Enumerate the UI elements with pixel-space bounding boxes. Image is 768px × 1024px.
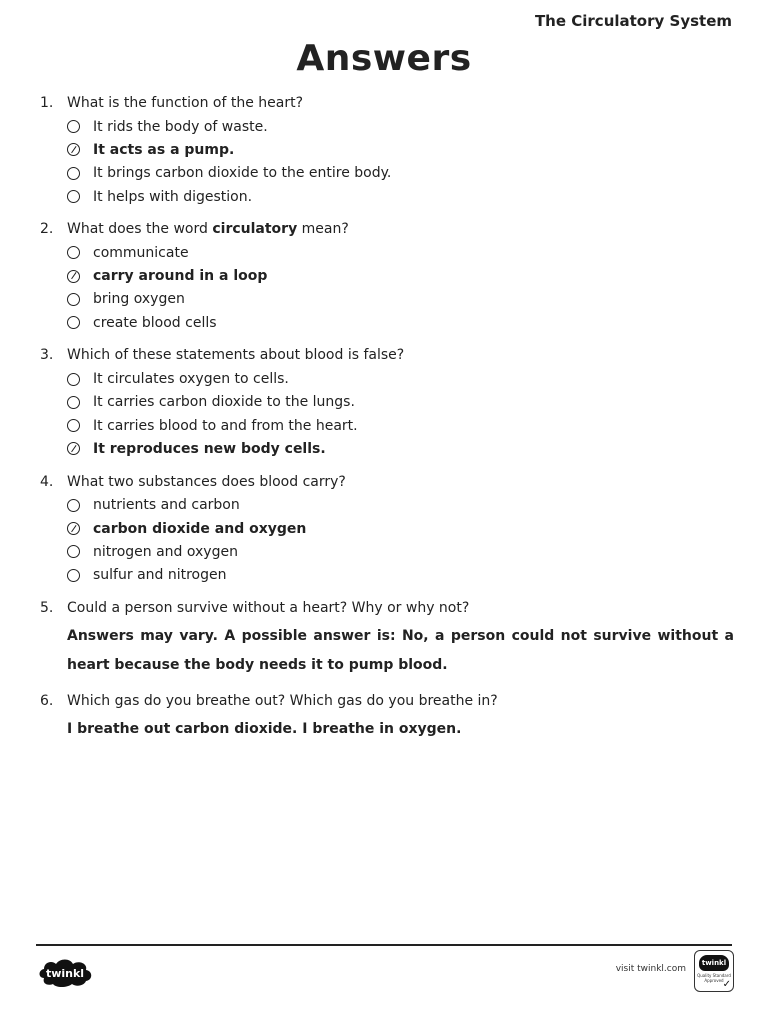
option-correct[interactable] — [67, 264, 734, 287]
question-list — [40, 92, 734, 754]
question-text-part: mean? — [297, 221, 349, 238]
option-list — [67, 241, 734, 334]
option-label: It rids the body of waste. — [93, 118, 268, 135]
question-number: 1. — [40, 95, 54, 111]
visit-link[interactable]: visit twinkl.com — [615, 964, 686, 974]
question-number: 3. — [40, 347, 54, 364]
question-number: 2. — [40, 221, 54, 238]
option[interactable] — [67, 540, 734, 563]
option[interactable] — [67, 241, 734, 264]
option-label: communicate — [93, 244, 189, 261]
option-label: bring oxygen — [93, 291, 185, 308]
option-label: nutrients and carbon — [93, 497, 240, 514]
question-number: 5. — [40, 599, 54, 616]
option-label: It circulates oxygen to cells. — [93, 371, 289, 388]
checked-circle-icon[interactable] — [67, 442, 80, 455]
quality-badge — [694, 950, 734, 992]
question-text-part: What is the function of the heart? — [67, 95, 304, 111]
empty-circle-icon[interactable] — [67, 167, 80, 180]
answer-text: Answers may vary. A possible answer is: No, a person could not survive without a heart because the body needs it to pump blood. — [67, 627, 734, 673]
option[interactable] — [67, 367, 734, 390]
checked-circle-icon[interactable] — [67, 143, 80, 156]
checked-circle-icon[interactable] — [67, 522, 80, 535]
option[interactable] — [67, 288, 734, 311]
question-line — [40, 690, 734, 713]
question-line — [40, 92, 734, 115]
option-label: create blood cells — [93, 314, 217, 331]
option-label: It reproduces new body cells. — [93, 440, 326, 457]
logo-text: twinkl — [45, 967, 85, 980]
option-correct[interactable] — [67, 437, 734, 460]
option[interactable] — [67, 185, 734, 208]
question-item — [40, 690, 734, 744]
question-line — [40, 597, 734, 620]
option-label: It carries carbon dioxide to the lungs. — [93, 394, 355, 411]
question-item — [40, 471, 734, 587]
option-correct[interactable] — [67, 517, 734, 540]
empty-circle-icon[interactable] — [67, 120, 80, 133]
question-text-part: What two substances does blood carry? — [67, 473, 346, 490]
option-label: sulfur and nitrogen — [93, 567, 227, 584]
question-text — [67, 344, 734, 367]
check-icon: ✓ — [722, 979, 731, 990]
page-header-topic: The Circulatory System — [534, 12, 732, 30]
page-title: Answers — [296, 38, 472, 79]
empty-circle-icon[interactable] — [67, 316, 80, 329]
option-list — [67, 115, 734, 208]
question-item — [40, 597, 734, 680]
empty-circle-icon[interactable] — [67, 396, 80, 409]
question-line — [40, 344, 734, 367]
option-list — [67, 367, 734, 460]
empty-circle-icon[interactable] — [67, 545, 80, 558]
empty-circle-icon[interactable] — [67, 246, 80, 259]
option[interactable] — [67, 162, 734, 185]
badge-logo: twinkl — [699, 955, 729, 971]
question-text-part: Which of these statements about blood is false? — [67, 347, 405, 364]
option[interactable] — [67, 311, 734, 334]
empty-circle-icon[interactable] — [67, 190, 80, 203]
option-label: carbon dioxide and oxygen — [93, 520, 307, 537]
question-item — [40, 218, 734, 334]
option[interactable] — [67, 494, 734, 517]
question-number: 6. — [40, 692, 54, 709]
option[interactable] — [67, 414, 734, 437]
question-line — [40, 471, 734, 494]
option-label: It brings carbon dioxide to the entire body. — [93, 165, 392, 182]
question-number: 4. — [40, 473, 54, 490]
question-text-part: What does the word — [67, 221, 213, 238]
option-label: It carries blood to and from the heart. — [93, 417, 358, 434]
option[interactable] — [67, 563, 734, 586]
question-text-part: Could a person survive without a heart? Why or why not? — [67, 599, 470, 616]
question-text — [67, 92, 734, 115]
option-correct[interactable] — [67, 138, 734, 161]
question-text-part: Which gas do you breathe out? Which gas do you breathe in? — [67, 692, 498, 709]
answer-text: I breathe out carbon dioxide. I breathe in oxygen. — [67, 720, 462, 737]
question-text — [67, 690, 734, 713]
option-label: It acts as a pump. — [93, 141, 235, 158]
question-item — [40, 344, 734, 460]
footer-divider — [36, 944, 732, 946]
option-label: It helps with digestion. — [93, 188, 253, 205]
question-text — [67, 471, 734, 494]
option[interactable] — [67, 115, 734, 138]
badge-text: Quality Standard Approved — [697, 973, 731, 983]
question-keyword: circulatory — [212, 221, 298, 238]
question-text — [67, 597, 734, 620]
option[interactable] — [67, 391, 734, 414]
option-label: nitrogen and oxygen — [93, 543, 238, 560]
option-list — [67, 494, 734, 587]
twinkl-logo[interactable] — [36, 956, 94, 988]
checked-circle-icon[interactable] — [67, 270, 80, 283]
option-label: carry around in a loop — [93, 268, 268, 285]
empty-circle-icon[interactable] — [67, 419, 80, 432]
question-item — [40, 92, 734, 208]
question-line — [40, 218, 734, 241]
question-text — [67, 218, 734, 241]
empty-circle-icon[interactable] — [67, 569, 80, 582]
empty-circle-icon[interactable] — [67, 499, 80, 512]
empty-circle-icon[interactable] — [67, 293, 80, 306]
empty-circle-icon[interactable] — [67, 373, 80, 386]
